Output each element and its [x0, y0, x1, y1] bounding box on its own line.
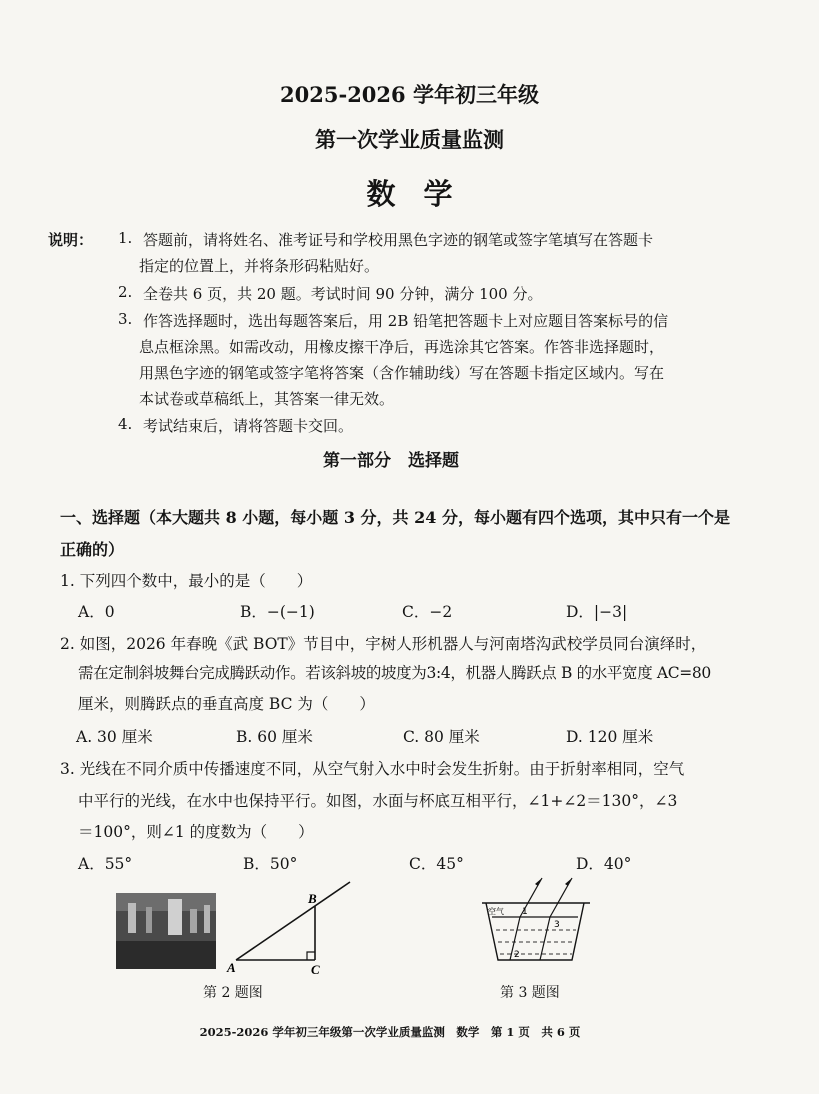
air-label: 空气	[488, 907, 504, 916]
question-2-option-a: A. 30 厘米	[76, 728, 153, 746]
section-heading: 一、选择题（本大题共 8 小题，每小题 3 分，共 24 分，每小题有四个选项，其中只有一个是	[60, 508, 730, 527]
angle-3-label: 3	[554, 920, 560, 930]
arrow-head-icon	[535, 878, 542, 886]
part-title: 第一部分 选择题	[323, 451, 459, 471]
instructions-label: 说明：	[48, 231, 94, 249]
question-3-option-d: D．40°	[576, 855, 632, 873]
page-footer: 2025-2026 学年初三年级第一次学业质量监测 数学 第 1 页 共 6 页	[199, 1025, 581, 1039]
point-c-label: C	[311, 962, 320, 977]
question-2-stem: 2. 如图，2026 年春晚《武 BOT》节目中，宇树人形机器人与河南塔沟武校学员同台演绎时，	[60, 635, 707, 653]
question-1-stem: 1. 下列四个数中，最小的是（ ）	[60, 572, 313, 590]
question-2-stem-line: 需在定制斜坡舞台完成腾跃动作。若该斜坡的坡度为3:4，机器人腾跃点 B 的水平宽度 AC=80	[78, 664, 711, 682]
figure-2-caption: 第 2 题图	[203, 985, 263, 1001]
section-heading-cont: 正确的）	[60, 540, 125, 559]
subject-title: 数学	[366, 177, 481, 211]
question-1-option-c: C．−2	[402, 603, 453, 621]
point-b-label: B	[308, 891, 317, 906]
slope-line	[236, 882, 350, 960]
exam-title-line2: 第一次学业质量监测	[315, 127, 504, 152]
question-1-option-b: B．−(−1)	[240, 603, 315, 621]
angle-1-label: 1	[522, 907, 528, 917]
robot-performance-photo	[116, 893, 216, 969]
instruction-line: 答题前，请将姓名、准考证号和学校用黑色字迹的钢笔或签字笔填写在答题卡	[143, 231, 654, 249]
question-3-stem-line: 中平行的光线，在水中也保持平行。如图，水面与杯底互相平行，∠1+∠2＝130°，∠3	[78, 792, 678, 810]
slope-diagram	[222, 878, 357, 978]
instruction-line: 用黑色字迹的钢笔或签字笔将答案（含作辅助线）写在答题卡指定区域内。写在	[139, 364, 665, 382]
instruction-num: 3.	[118, 310, 133, 328]
exam-title-line1: 2025-2026 学年初三年级	[280, 82, 539, 107]
right-angle-mark	[307, 952, 315, 960]
question-3-stem: 3. 光线在不同介质中传播速度不同，从空气射入水中时会发生折射。由于折射率相同，空气	[60, 760, 685, 778]
arrow-head-icon	[565, 878, 572, 886]
question-2-stem-line: 厘米，则腾跃点的垂直高度 BC 为（ ）	[78, 695, 375, 713]
question-2-option-b: B. 60 厘米	[236, 728, 313, 746]
instruction-num: 4.	[118, 415, 133, 433]
question-3-option-a: A．55°	[78, 855, 133, 873]
question-3-option-c: C．45°	[409, 855, 464, 873]
instruction-line: 息点框涂黑。如需改动，用橡皮擦干净后，再选涂其它答案。作答非选择题时，	[139, 338, 665, 356]
question-3-option-b: B．50°	[243, 855, 298, 873]
instruction-line: 全卷共 6 页，共 20 题。考试时间 90 分钟，满分 100 分。	[143, 285, 543, 303]
refraction-cup-diagram	[474, 870, 604, 976]
question-2-option-c: C. 80 厘米	[403, 728, 480, 746]
question-1-option-d: D．|−3|	[566, 603, 628, 621]
angle-2-label: 2	[514, 950, 520, 960]
instruction-line: 作答选择题时，选出每题答案后，用 2B 铅笔把答题卡上对应题目答案标号的信	[143, 312, 669, 330]
instruction-line: 本试卷或草稿纸上，其答案一律无效。	[139, 390, 395, 408]
figure-3-caption: 第 3 题图	[500, 985, 560, 1001]
instruction-line: 考试结束后，请将答题卡交回。	[143, 417, 354, 435]
point-a-label: A	[227, 960, 236, 975]
question-2-option-d: D. 120 厘米	[566, 728, 654, 746]
question-3-stem-line: ＝100°，则∠1 的度数为（ ）	[78, 823, 314, 841]
instruction-line: 指定的位置上，并将条形码粘贴好。	[139, 257, 380, 275]
instruction-num: 2.	[118, 283, 133, 301]
instruction-num: 1.	[118, 229, 133, 247]
question-1-option-a: A．0	[78, 603, 115, 621]
